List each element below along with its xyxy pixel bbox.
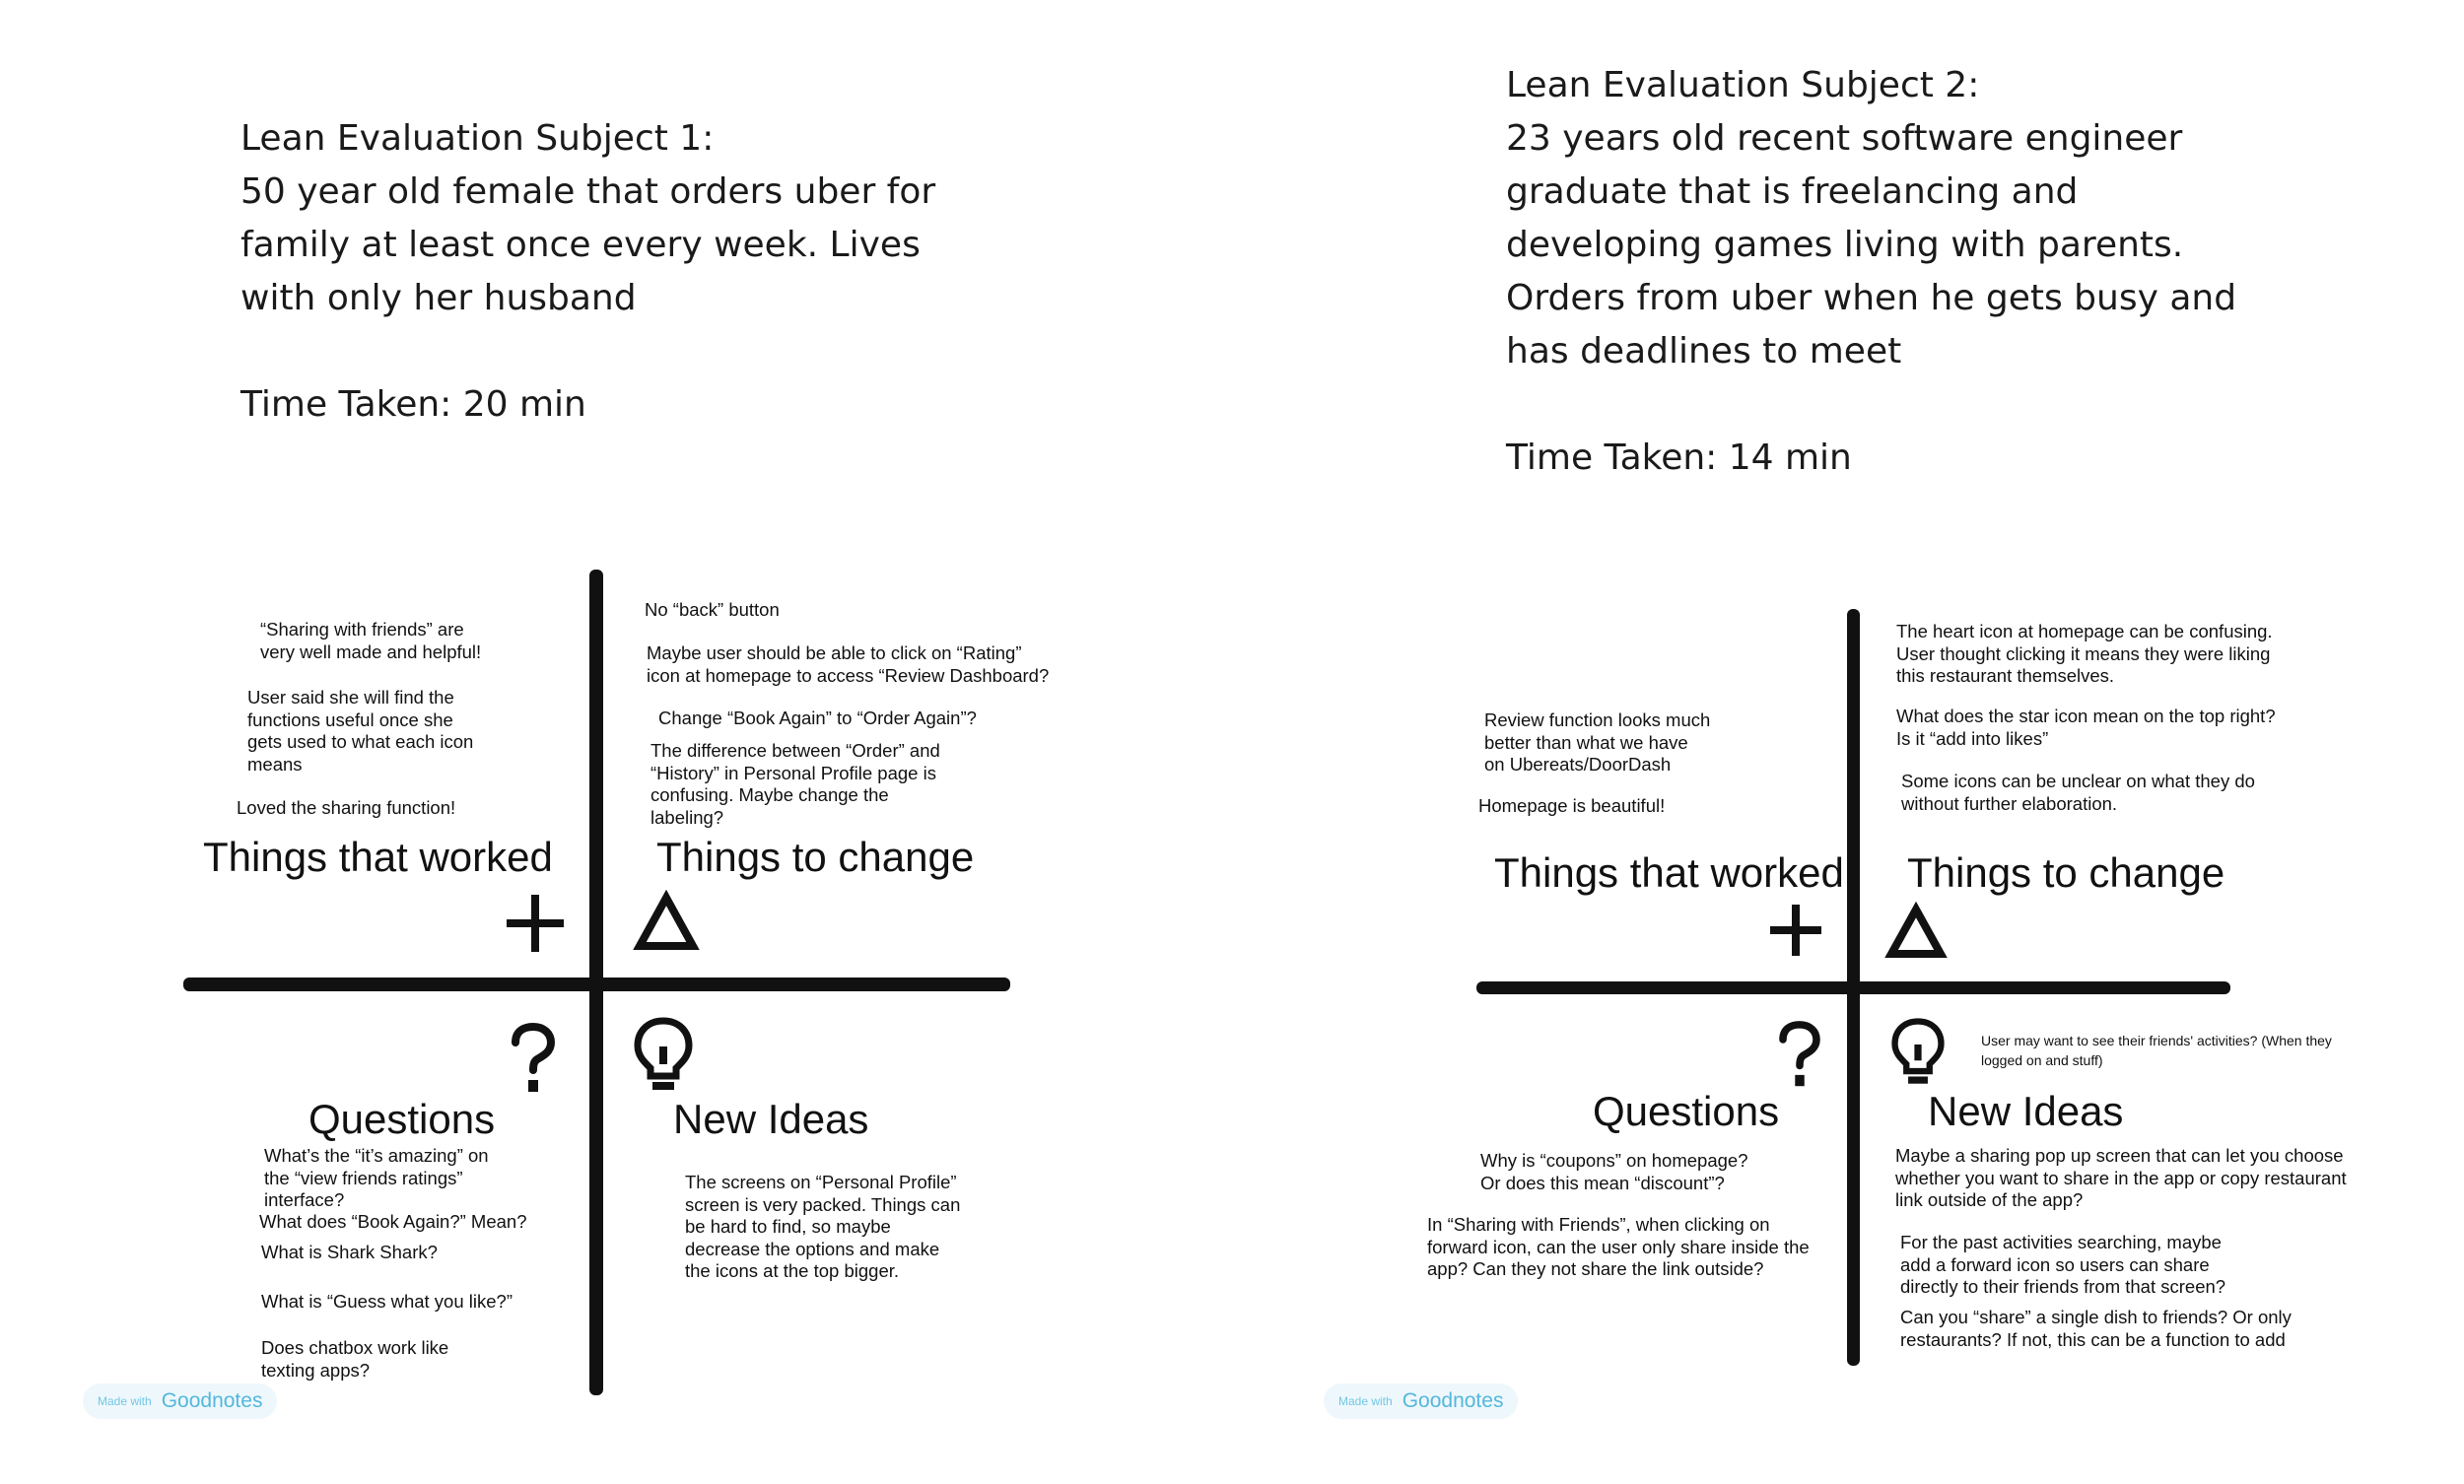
- subject-2-worked-note: Homepage is beautiful!: [1478, 795, 1666, 816]
- subject-2-change-note: What does the star icon mean on the top right? Is it “add into likes”: [1896, 706, 2276, 749]
- subject-1-question-note: Does chatbox work like texting apps?: [261, 1337, 449, 1381]
- subject-1-worked-note: User said she will find the functions useful once she gets used to what each icon means: [247, 687, 474, 775]
- subject-2-description-line: has deadlines to meet: [1506, 331, 1902, 371]
- subject-1-change-note: The difference between “Order” and “History” in Personal Profile page is confusing. Maybe change the labeling?: [650, 740, 940, 828]
- subject-1-things-change-label: Things to change: [656, 834, 975, 880]
- subject-2-things-change-label: Things to change: [1907, 849, 2225, 896]
- subject-2-description-line: Orders from uber when he gets busy and: [1506, 278, 2237, 318]
- subject-2-things-worked-label: Things that worked: [1494, 849, 1844, 896]
- subject-1-title: Lean Evaluation Subject 1:: [240, 118, 715, 159]
- subject-2-question-note: In “Sharing with Friends”, when clicking on forward icon, can the user only share inside the app? Can they not share the link outside?: [1427, 1214, 1810, 1279]
- subject-1-description-line: family at least once every week. Lives: [240, 225, 921, 265]
- subject-2-description-line: 23 years old recent software engineer: [1506, 118, 2183, 159]
- subject-2-time-taken: Time Taken: 14 min: [1506, 438, 1852, 478]
- triangle-icon: [635, 893, 698, 950]
- made-with-goodnotes-badge: [1324, 1383, 1518, 1419]
- subject-2-title: Lean Evaluation Subject 2:: [1506, 65, 1980, 105]
- subject-1-time-taken: Time Taken: 20 min: [240, 384, 586, 425]
- triangle-icon: [1886, 905, 1946, 958]
- subject-1-question-note: What’s the “it’s amazing” on the “view friends ratings” interface?: [264, 1145, 489, 1210]
- subject-2-change-note: The heart icon at homepage can be confusing. User thought clicking it means they were liking this restaurant themselves.: [1896, 621, 2273, 686]
- subject-2-idea-note: Maybe a sharing pop up screen that can let you choose whether you want to share in the app or copy restaurant link outside of the app?: [1895, 1145, 2347, 1210]
- subject-1-new-ideas-label: New Ideas: [673, 1096, 869, 1142]
- subject-1-change-note: Maybe user should be able to click on “Rating” icon at homepage to access “Review Dashboard?: [647, 642, 1050, 686]
- subject-1-description-line: 50 year old female that orders uber for: [240, 171, 936, 212]
- subject-1-questions-label: Questions: [308, 1096, 496, 1142]
- subject-2-question-note: Why is “coupons” on homepage? Or does this mean “discount”?: [1480, 1150, 1748, 1193]
- subject-1-idea-note: The screens on “Personal Profile” screen is very packed. Things can be hard to find, so maybe decrease the options and make the icons at the top bigger.: [685, 1172, 961, 1281]
- subject-1-worked-note: Loved the sharing function!: [237, 797, 456, 818]
- lightbulb-icon: [1890, 1017, 1946, 1090]
- plus-icon: [1770, 905, 1821, 956]
- subject-1-things-worked-label: Things that worked: [203, 834, 553, 880]
- subject-1-question-note: What does “Book Again?” Mean?: [259, 1211, 527, 1232]
- subject-2-questions-label: Questions: [1593, 1088, 1780, 1134]
- subject-2-idea-note: Can you “share” a single dish to friends? Or only restaurants? If not, this can be a function to add: [1900, 1307, 2292, 1350]
- question-mark-icon: [1778, 1023, 1821, 1090]
- subject-2-change-note: Some icons can be unclear on what they do without further elaboration.: [1901, 771, 2255, 814]
- subject-2-horizontal-axis: [1476, 981, 2230, 994]
- goodnotes-logo: Goodnotes: [1402, 1389, 1504, 1412]
- subject-1-description-line: with only her husband: [240, 278, 637, 318]
- subject-2-idea-note: For the past activities searching, maybe add a forward icon so users can share directly to their friends from that screen?: [1900, 1232, 2226, 1297]
- subject-2-worked-note: Review function looks much better than what we have on Ubereats/DoorDash: [1484, 709, 1711, 775]
- made-with-label: Made with: [98, 1394, 152, 1408]
- subject-1-change-note: Change “Book Again” to “Order Again”?: [658, 708, 977, 728]
- subject-1-question-note: What is Shark Shark?: [261, 1242, 438, 1262]
- lightbulb-icon: [633, 1017, 694, 1096]
- goodnotes-logo: Goodnotes: [161, 1389, 263, 1412]
- subject-2-description-line: developing games living with parents.: [1506, 225, 2184, 265]
- subject-2-description-line: graduate that is freelancing and: [1506, 171, 2079, 212]
- subject-1-change-note: No “back” button: [645, 599, 780, 620]
- question-mark-icon: [511, 1025, 556, 1096]
- subject-1-horizontal-axis: [183, 978, 1010, 991]
- subject-2-new-ideas-label: New Ideas: [1928, 1088, 2124, 1134]
- subject-2-idea-note: User may want to see their friends' activities? (When they logged on and stuff): [1981, 1033, 2332, 1068]
- made-with-label: Made with: [1338, 1394, 1393, 1408]
- subject-1-worked-note: “Sharing with friends” are very well made and helpful!: [260, 619, 482, 662]
- made-with-goodnotes-badge: [83, 1383, 277, 1419]
- plus-icon: [507, 895, 564, 952]
- subject-1-question-note: What is “Guess what you like?”: [261, 1291, 513, 1312]
